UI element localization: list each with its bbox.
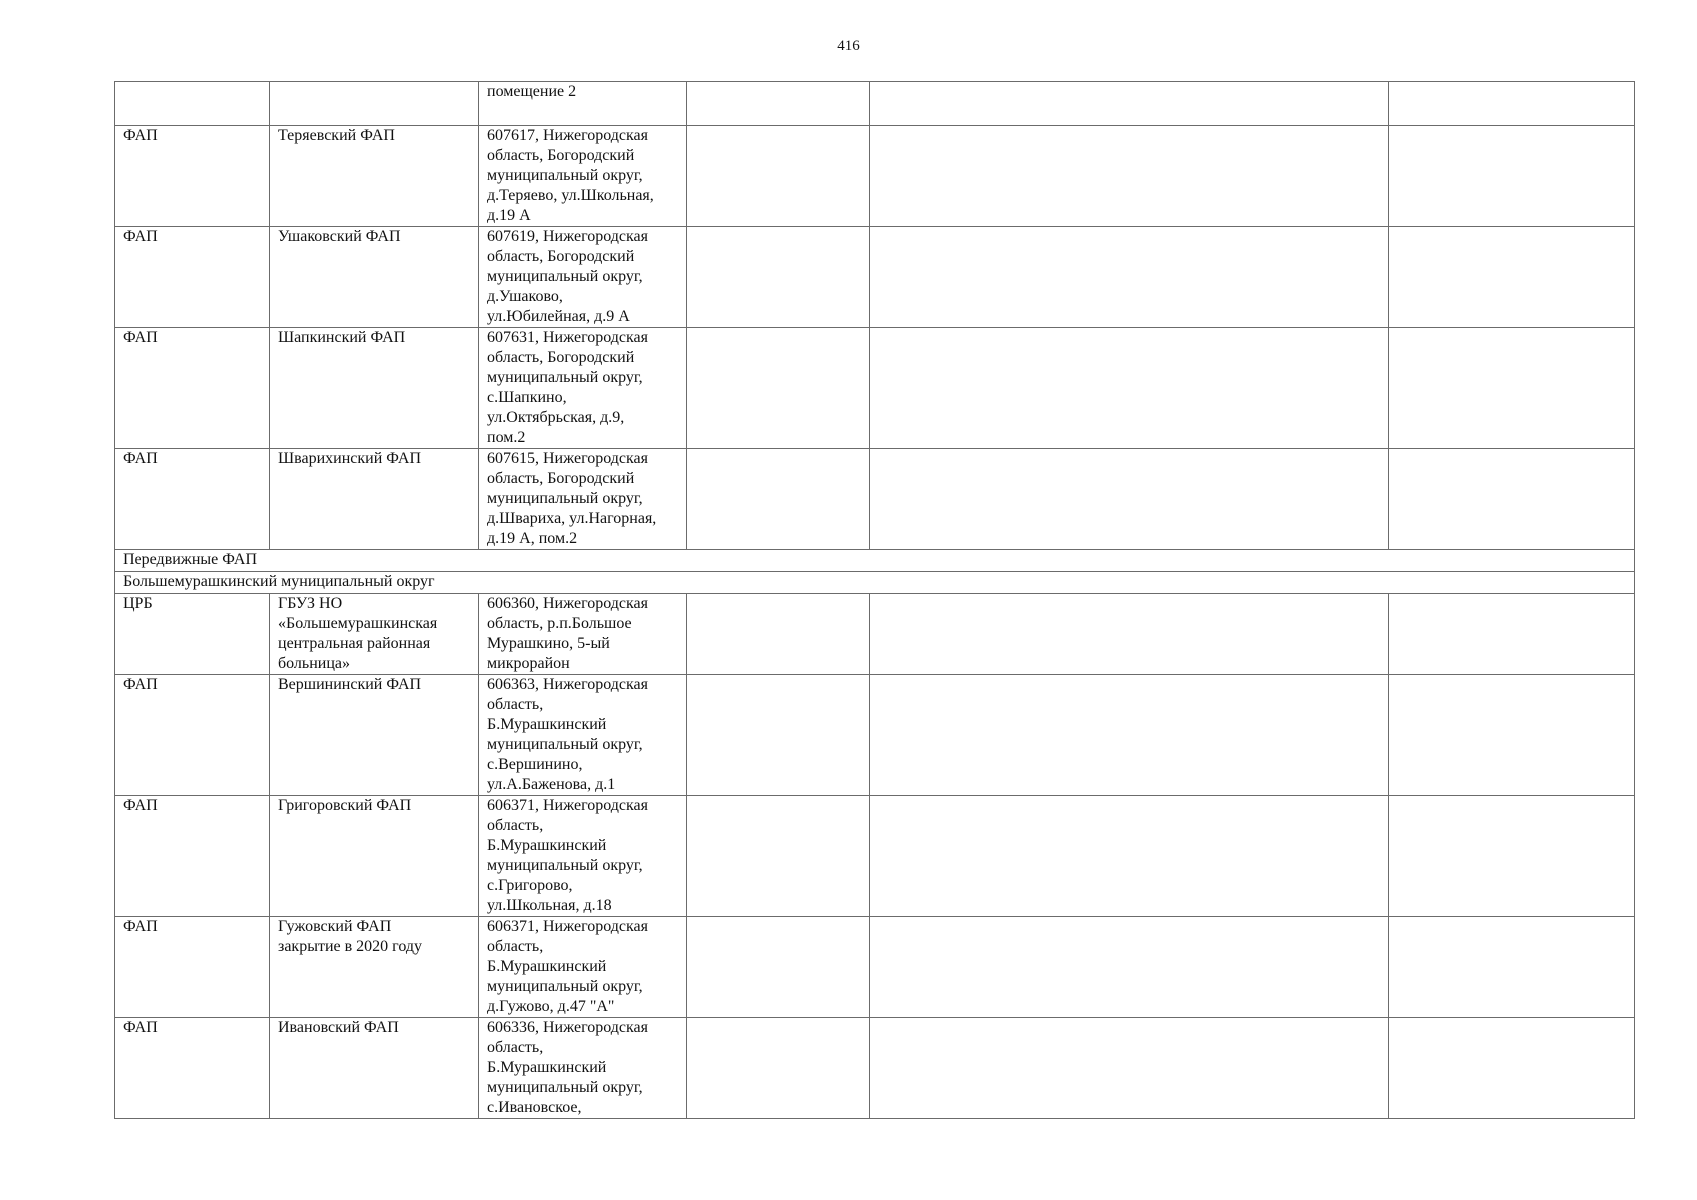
empty-cell (687, 796, 870, 917)
empty-cell (870, 328, 1389, 449)
facility-address-cell: 606360, Нижегородская область, р.п.Большое Мурашкино, 5-ый микрорайон (479, 594, 687, 675)
table-row (115, 796, 1635, 917)
empty-cell (1389, 82, 1635, 126)
empty-cell (687, 675, 870, 796)
empty-cell (687, 126, 870, 227)
facility-type-cell: ФАП (115, 917, 270, 1018)
empty-cell (687, 917, 870, 1018)
empty-cell (870, 675, 1389, 796)
registry-table (114, 81, 1635, 1119)
facility-type-cell: ФАП (115, 126, 270, 227)
facility-type-cell: ФАП (115, 796, 270, 917)
facility-name-cell: Шапкинский ФАП (270, 328, 479, 449)
empty-cell (1389, 328, 1635, 449)
facility-name-cell: Теряевский ФАП (270, 126, 479, 227)
facility-name-cell: Ушаковский ФАП (270, 227, 479, 328)
empty-cell (687, 328, 870, 449)
section-row (115, 572, 1635, 594)
table-row (115, 449, 1635, 550)
facility-address-cell: 606371, Нижегородская область, Б.Мурашкинский муниципальный округ, д.Гужово, д.47 "А" (479, 917, 687, 1018)
table-row (115, 594, 1635, 675)
facility-name-cell: Гужовский ФАП закрытие в 2020 году (270, 917, 479, 1018)
empty-cell (870, 1018, 1389, 1119)
facility-type-cell (115, 82, 270, 126)
empty-cell (870, 449, 1389, 550)
table-row (115, 1018, 1635, 1119)
empty-cell (1389, 126, 1635, 227)
empty-cell (687, 82, 870, 126)
section-row (115, 550, 1635, 572)
empty-cell (870, 917, 1389, 1018)
section-label: Передвижные ФАП (115, 550, 1635, 572)
facility-name-cell: ГБУЗ НО «Большемурашкинская центральная районная больница» (270, 594, 479, 675)
facility-address-cell: 607615, Нижегородская область, Богородский муниципальный округ, д.Швариха, ул.Нагорная, д.19 А, пом.2 (479, 449, 687, 550)
empty-cell (1389, 917, 1635, 1018)
facility-address-cell: 607619, Нижегородская область, Богородский муниципальный округ, д.Ушаково, ул.Юбилейная, д.9 А (479, 227, 687, 328)
page-number: 416 (837, 38, 860, 54)
facility-type-cell: ФАП (115, 675, 270, 796)
facility-address-cell: 607617, Нижегородская область, Богородский муниципальный округ, д.Теряево, ул.Школьная, д.19 А (479, 126, 687, 227)
facility-address-cell: 607631, Нижегородская область, Богородский муниципальный округ, с.Шапкино, ул.Октябрьская, д.9, пом.2 (479, 328, 687, 449)
table-row (115, 82, 1635, 126)
empty-cell (870, 594, 1389, 675)
empty-cell (1389, 796, 1635, 917)
table-row (115, 227, 1635, 328)
empty-cell (687, 594, 870, 675)
empty-cell (870, 82, 1389, 126)
facility-type-cell: ЦРБ (115, 594, 270, 675)
table-row (115, 675, 1635, 796)
empty-cell (870, 126, 1389, 227)
facility-name-cell: Григоровский ФАП (270, 796, 479, 917)
empty-cell (1389, 1018, 1635, 1119)
table-row (115, 917, 1635, 1018)
facility-type-cell: ФАП (115, 227, 270, 328)
facility-name-cell: Вершининский ФАП (270, 675, 479, 796)
empty-cell (1389, 675, 1635, 796)
empty-cell (1389, 227, 1635, 328)
empty-cell (870, 796, 1389, 917)
facility-address-cell: 606336, Нижегородская область, Б.Мурашкинский муниципальный округ, с.Ивановское, (479, 1018, 687, 1119)
facility-type-cell: ФАП (115, 1018, 270, 1119)
facility-name-cell: Ивановский ФАП (270, 1018, 479, 1119)
facility-type-cell: ФАП (115, 328, 270, 449)
facility-address-cell: 606363, Нижегородская область, Б.Мурашкинский муниципальный округ, с.Вершинино, ул.А.Баженова, д.1 (479, 675, 687, 796)
empty-cell (1389, 449, 1635, 550)
table-row (115, 126, 1635, 227)
facility-name-cell (270, 82, 479, 126)
facility-address-cell: 606371, Нижегородская область, Б.Мурашкинский муниципальный округ, с.Григорово, ул.Школьная, д.18 (479, 796, 687, 917)
empty-cell (687, 449, 870, 550)
facility-name-cell: Шварихинский ФАП (270, 449, 479, 550)
facility-address-cell: помещение 2 (479, 82, 687, 126)
empty-cell (1389, 594, 1635, 675)
facility-type-cell: ФАП (115, 449, 270, 550)
empty-cell (687, 1018, 870, 1119)
empty-cell (870, 227, 1389, 328)
section-label: Большемурашкинский муниципальный округ (115, 572, 1635, 594)
table-row (115, 328, 1635, 449)
table-body (115, 82, 1635, 1119)
empty-cell (687, 227, 870, 328)
